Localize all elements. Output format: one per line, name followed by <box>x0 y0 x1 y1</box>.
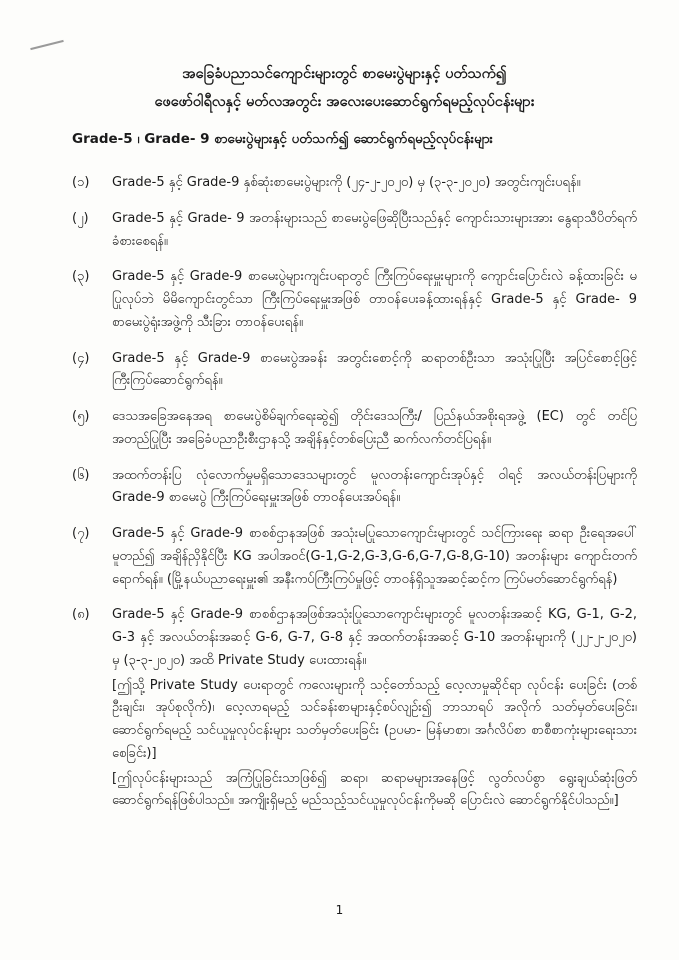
item-paragraph: အထက်တန်းပြ လုံလောက်မှုမရှိသောဒေသများတွင် မူလတန်းကျောင်းအုပ်နှင့် ဝါရင့် အလယ်တန်းပြများကို Grade-9 စာမေးပွဲ ကြီးကြပ်ရေးမှူးအဖြစ် တာဝန်ပေးအပ်ရန်။ <box>112 467 637 506</box>
list-item <box>72 172 637 195</box>
item-note: [ဤသို့ Private Study ပေးရာတွင် ကလေးများကို သင့်တော်သည့် လေ့လာမှုဆိုင်ရာ လုပ်ငန်း ပေးခြင်း (တစ်ဦးချင်း၊ အုပ်စုလိုက်)၊ လေ့လာရမည့် သင်ခန်းစာများနှင့်စပ်လျဉ်း၍ ဘာသာရပ် အလိုက် သတ်မှတ်ပေးခြင်း၊ ဆောင်ရွက်ရမည့် သင်ယူမှုလုပ်ငန်းများ သတ်မှတ်ပေးခြင်း (ဥပမာ- မြန်မာစာ၊ အင်္ဂလိပ်စာ စာစီစာကုံးများရေးသားစေခြင်း)] <box>112 677 637 761</box>
list-item <box>72 208 637 254</box>
item-number: (၅) <box>72 409 90 424</box>
list-item <box>72 348 637 394</box>
item-number: (၂) <box>72 210 89 226</box>
item-number: (၁) <box>72 175 90 190</box>
title-line-1: အခြေခံပညာသင်ကျောင်းများတွင် စာမေးပွဲများနှင့် ပတ်သက်၍ <box>182 66 507 82</box>
list-item <box>72 604 637 813</box>
item-paragraph: Grade-5 နှင့် Grade- 9 အတန်းများသည် စာမေးပွဲဖြေဆိုပြီးသည်နှင့် ကျောင်းသားများအား နွေရာသီပိတ်ရက် ခံစားစေရန်။ <box>112 210 637 249</box>
item-paragraph: ဒေသအခြေအနေအရ စာမေးပွဲစိမ်ချက်ရေးဆွဲ၍ တိုင်းဒေသကြီး/ ပြည်နယ်အစိုးရအဖွဲ့ (EC) တွင် တင်ပြအတည်ပြုပြီး အခြေခံပညာဦးစီးဌာနသို့ အချိန်နှင့်တစ်ပြေးညီ ဆက်လက်တင်ပြရန်။ <box>112 409 637 447</box>
item-number: (၃) <box>72 269 90 285</box>
title-line-2: ဖေဖော်ဝါရီလနှင့် မတ်လအတွင်း အလေးပေးဆောင်ရွက်ရမည့်လုပ်ငန်းများ <box>154 94 535 111</box>
item-number: (၄) <box>72 350 90 366</box>
item-number: (၆) <box>72 467 90 483</box>
item-number: (၈) <box>72 607 90 623</box>
section-heading: Grade-5 ၊ Grade- 9 စာမေးပွဲများနှင့် ပတ်သက်၍ ဆောင်ရွက်ရမည့်လုပ်ငန်းများ <box>72 131 493 147</box>
list-item <box>72 406 637 452</box>
item-number: (၇) <box>72 526 90 541</box>
list-item <box>72 465 637 511</box>
list-item <box>72 523 637 591</box>
item-paragraph: Grade-5 နှင့် Grade-9 စာမေးပွဲများကျင်းပရာတွင် ကြီးကြပ်ရေးမှူးများကို ကျောင်းပြောင်းလဲ ခန့်ထားခြင်း မပြုလုပ်ဘဲ မိမိကျောင်းတွင်သာ ကြီးကြပ်ရေးမှူးအဖြစ် တာဝန်ပေးခန့်ထားရန်နှင့် Grade-5 နှင့် Grade- 9 စာမေးပွဲရုံးအဖွဲ့ကို သီးခြား တာဝန်ပေးရန်။ <box>112 269 637 330</box>
item-paragraph: Grade-5 နှင့် Grade-9 စာစစ်ဌာနအဖြစ် အသုံးမပြုသောကျောင်းများတွင် သင်ကြားရေး ဆရာ ဦးရေအပေါ် မူတည်၍ အချိန်ညှိနိုင်ပြီး KG အပါအဝင်(G-1,G-2,G-3,G-6,G-7,G-8,G-10) အတန်းများ ကျောင်းတက်ရောက်ရန်။ (မြို့နယ်ပညာရေးမှူး၏ အနီးကပ်ကြီးကြပ်မှုဖြင့် တာဝန်ရှိသူအဆင့်ဆင့်က ကြပ်မတ်ဆောင်ရွက်ရန်) <box>112 526 637 587</box>
pen-mark <box>30 40 63 50</box>
item-paragraph: Grade-5 နှင့် Grade-9 နှစ်ဆုံးစာမေးပွဲများကို (၂၄-၂-၂၀၂၀) မှ (၃-၃-၂၀၂၀) အတွင်းကျင်းပရန်။ <box>112 175 581 190</box>
document-title <box>60 60 629 117</box>
item-paragraph: Grade-5 နှင့် Grade-9 စာမေးပွဲအခန်း အတွင်းစောင့်ကို ဆရာတစ်ဦးသာ အသုံးပြုပြီး အပြင်စောင့်ဖြင့် ကြီးကြပ်ဆောင်ရွက်ရန်။ <box>112 350 637 389</box>
list-item <box>72 266 637 334</box>
item-note: [ဤလုပ်ငန်းများသည် အကြံပြုခြင်းသာဖြစ်၍ ဆရာ၊ ဆရာမများအနေဖြင့် လွတ်လပ်စွာ ရွေးချယ်ဆုံးဖြတ် ဆောင်ရွက်ရန်ဖြစ်ပါသည်။ အကျိုးရှိမည့် မည်သည့်သင်ယူမှုလုပ်ငန်းကိုမဆို ပြောင်းလဲ ဆောင်ရွက်နိုင်ပါသည်။] <box>112 770 637 809</box>
page-number: 1 <box>335 903 344 917</box>
item-list <box>72 172 637 826</box>
item-paragraph: Grade-5 နှင့် Grade-9 စာစစ်ဌာနအဖြစ်အသုံးပြုသောကျောင်းများတွင် မူလတန်းအဆင့် KG, G-1, G-2, G-3 နှင့် အလယ်တန်းအဆင့် G-6, G-7, G-8 နှင့် အထက်တန်းအဆင့် G-10 အတန်းများကို (၂၂-၂-၂၀၂၀) မှ (၃-၃-၂၀၂၀) အထိ Private Study ပေးထားရန်။ <box>112 607 637 668</box>
